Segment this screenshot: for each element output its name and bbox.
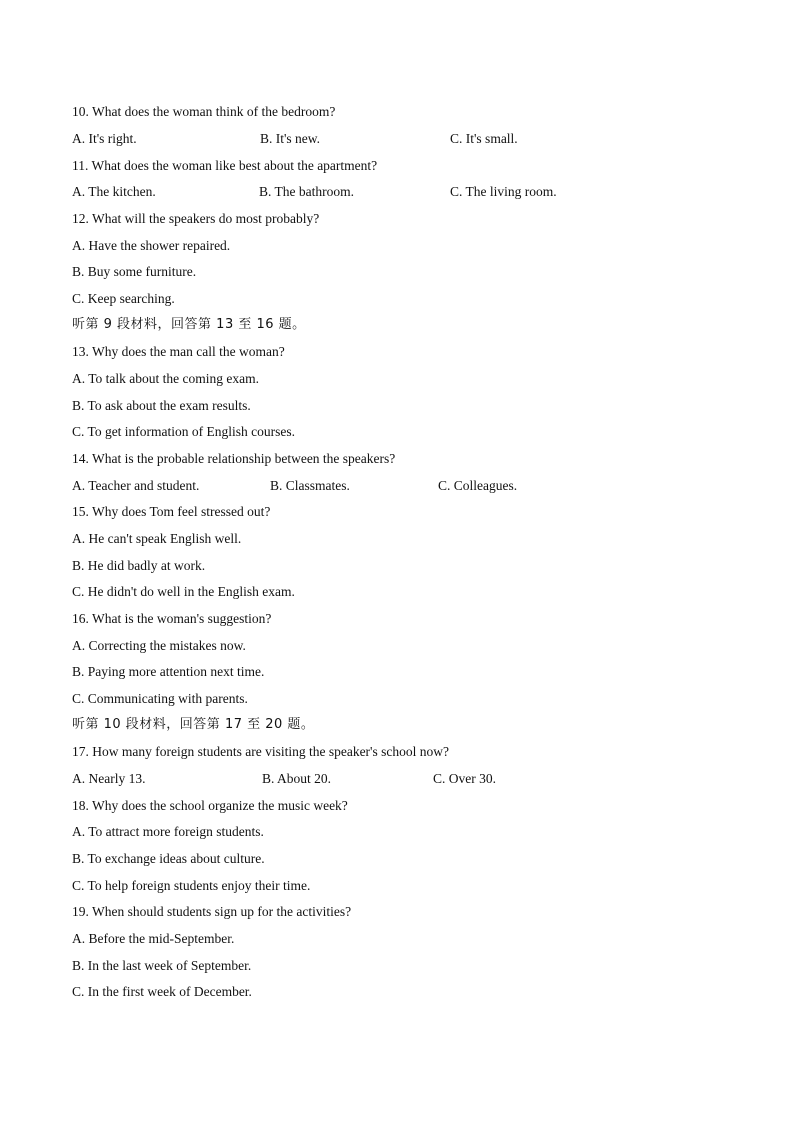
- question-18: 18. Why does the school organize the music week?: [72, 798, 348, 813]
- option-19-c: C. In the first week of December.: [72, 984, 252, 999]
- option-18-a: A. To attract more foreign students.: [72, 824, 264, 839]
- option-19-b: B. In the last week of September.: [72, 958, 252, 973]
- question-10: 10. What does the woman think of the bedroom?: [72, 104, 336, 119]
- question-12: 12. What will the speakers do most probably?: [72, 211, 320, 226]
- question-15: 15. Why does Tom feel stressed out?: [72, 504, 271, 519]
- option-15-c: C. He didn't do well in the English exam.: [72, 584, 295, 599]
- option-13-b: B. To ask about the exam results.: [72, 398, 251, 413]
- option-17-b: B. About 20.: [262, 771, 332, 786]
- question-17: 17. How many foreign students are visiting the speaker's school now?: [72, 744, 449, 759]
- option-12-a: A. Have the shower repaired.: [72, 238, 231, 253]
- option-18-c: C. To help foreign students enjoy their time.: [72, 878, 311, 893]
- option-11-c: C. The living room.: [450, 184, 557, 199]
- option-15-b: B. He did badly at work.: [72, 558, 206, 573]
- option-12-c: C. Keep searching.: [72, 291, 175, 306]
- question-16: 16. What is the woman's suggestion?: [72, 611, 272, 626]
- options-row-14: [72, 477, 722, 495]
- question-19: 19. When should students sign up for the activities?: [72, 904, 352, 919]
- option-10-b: B. It's new.: [260, 131, 321, 146]
- option-13-a: A. To talk about the coming exam.: [72, 371, 260, 386]
- option-12-b: B. Buy some furniture.: [72, 264, 197, 279]
- section-9-heading: 听第 9 段材料，回答第 13 至 16 题。: [72, 317, 306, 332]
- section-10-heading: 听第 10 段材料，回答第 17 至 20 题。: [72, 717, 315, 732]
- option-17-a: A. Nearly 13.: [72, 771, 146, 786]
- option-11-b: B. The bathroom.: [259, 184, 354, 199]
- option-16-a: A. Correcting the mistakes now.: [72, 638, 246, 653]
- options-row-11: [72, 183, 722, 201]
- options-row-10: [72, 130, 722, 148]
- question-11: 11. What does the woman like best about the apartment?: [72, 158, 378, 173]
- question-13: 13. Why does the man call the woman?: [72, 344, 285, 359]
- option-14-c: C. Colleagues.: [438, 478, 518, 493]
- option-10-c: C. It's small.: [450, 131, 518, 146]
- option-10-a: A. It's right.: [72, 131, 137, 146]
- option-15-a: A. He can't speak English well.: [72, 531, 242, 546]
- option-11-a: A. The kitchen.: [72, 184, 156, 199]
- option-18-b: B. To exchange ideas about culture.: [72, 851, 265, 866]
- option-14-b: B. Classmates.: [270, 478, 350, 493]
- option-17-c: C. Over 30.: [433, 771, 496, 786]
- option-16-c: C. Communicating with parents.: [72, 691, 248, 706]
- options-row-17: [72, 770, 722, 788]
- option-14-a: A. Teacher and student.: [72, 478, 200, 493]
- option-16-b: B. Paying more attention next time.: [72, 664, 265, 679]
- option-13-c: C. To get information of English courses.: [72, 424, 296, 439]
- question-14: 14. What is the probable relationship between the speakers?: [72, 451, 396, 466]
- option-19-a: A. Before the mid-September.: [72, 931, 235, 946]
